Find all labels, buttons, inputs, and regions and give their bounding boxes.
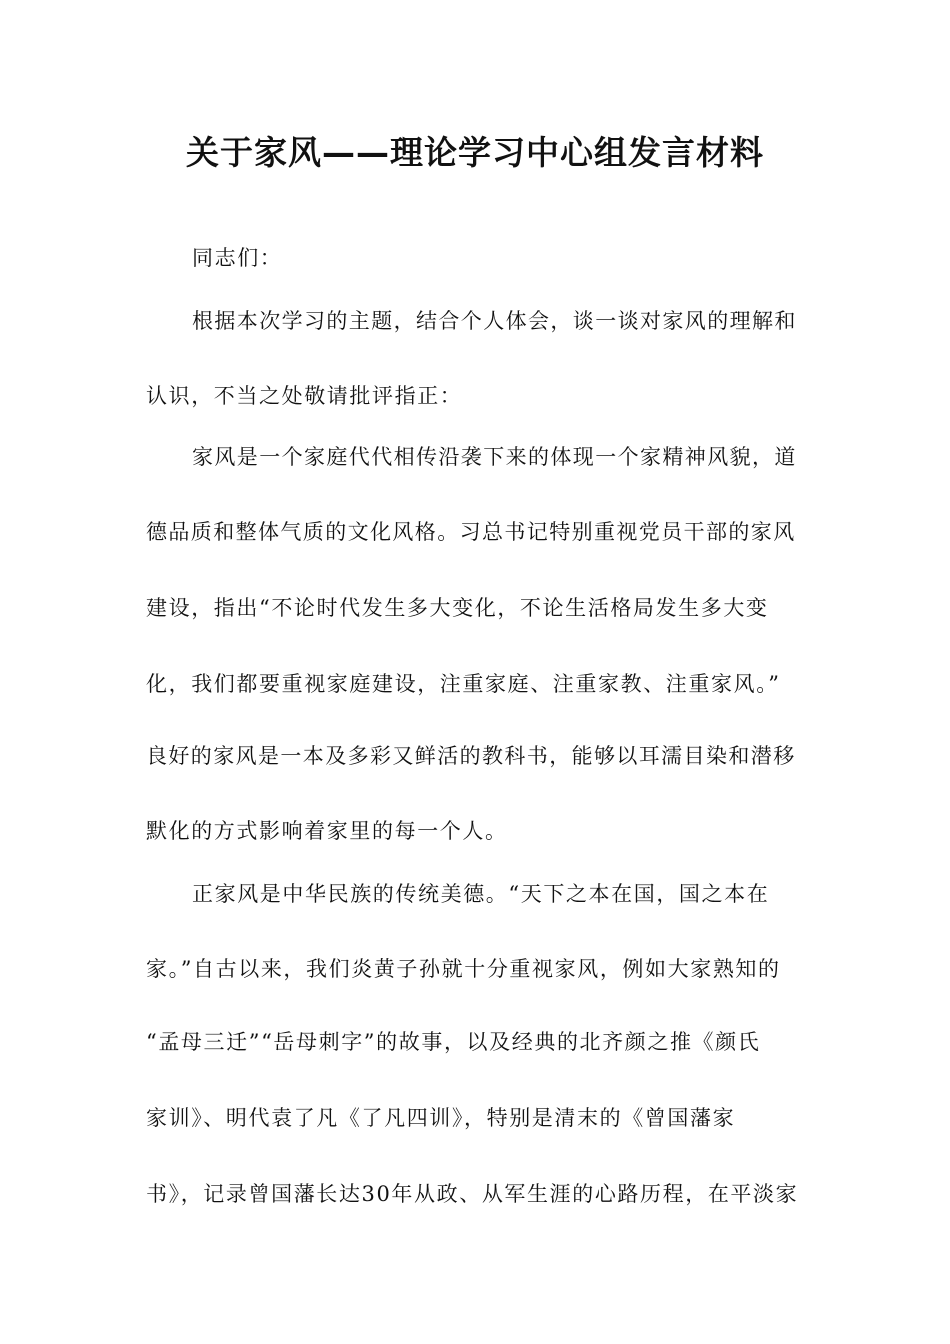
document-title: 关于家风——理论学习中心组发言材料: [186, 133, 764, 172]
salutation-line: 同志们：: [192, 246, 283, 270]
paragraph-line: 默化的方式影响着家里的每一个人。: [146, 819, 508, 843]
paragraph-line: 良好的家风是一本及多彩又鲜活的教科书，能够以耳濡目染和潜移: [146, 744, 796, 768]
paragraph-line: 家训》、明代袁了凡《了凡四训》，特别是清末的《曾国藩家: [146, 1106, 736, 1130]
paragraph-line: 化，我们都要重视家庭建设，注重家庭、注重家教、注重家风。”: [146, 672, 781, 696]
paragraph-line: 书》，记录曾国藩长达30年从政、从军生涯的心路历程，在平淡家: [146, 1182, 799, 1206]
paragraph-line: “孟母三迁”“岳母刺字”的故事，以及经典的北齐颜之推《颜氏: [146, 1030, 761, 1054]
paragraph-line: 家风是一个家庭代代相传沿袭下来的体现一个家精神风貌，道: [192, 445, 797, 469]
paragraph-line: 认识，不当之处敬请批评指正：: [146, 384, 463, 408]
paragraph-line: 正家风是中华民族的传统美德。“天下之本在国，国之本在: [192, 882, 770, 906]
paragraph-line: 德品质和整体气质的文化风格。习总书记特别重视党员干部的家风: [146, 520, 796, 544]
paragraph-line: 建设，指出“不论时代发生多大变化，不论生活格局发生多大变: [146, 596, 769, 620]
paragraph-line: 家。”自古以来，我们炎黄子孙就十分重视家风，例如大家熟知的: [146, 957, 781, 981]
paragraph-line: 根据本次学习的主题，结合个人体会，谈一谈对家风的理解和: [192, 309, 797, 333]
